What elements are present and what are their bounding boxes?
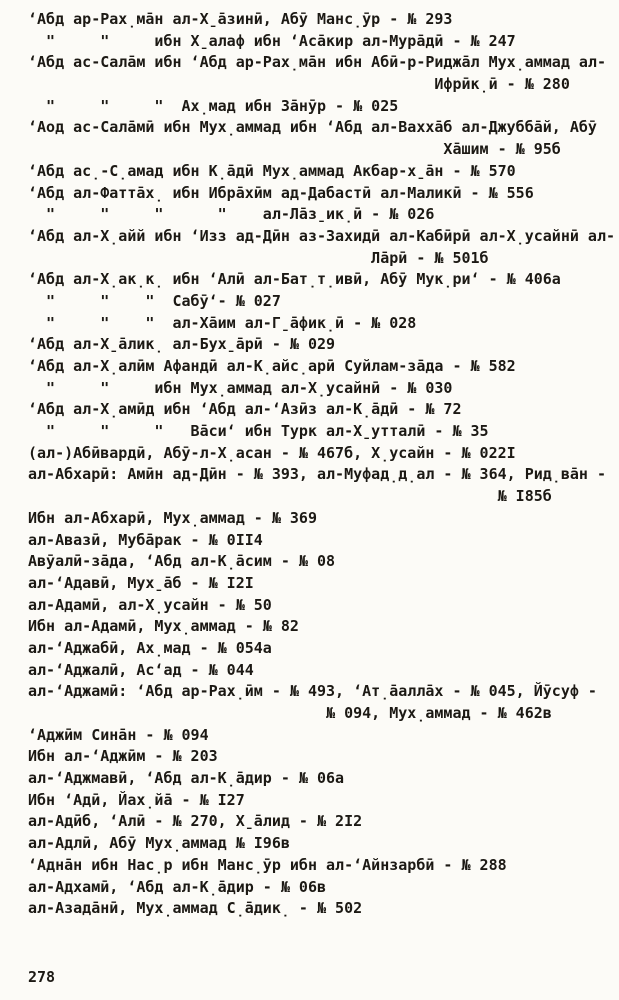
index-line: ‘Аджӣм Сина̄н - № 094 [28,725,209,744]
index-line: ал-Адхамӣ, ‘Абд ал-К̣а̄дир - № 06в [28,877,327,896]
index-line: ал-‘Аджмавӣ, ‘Абд ал-К̣а̄дир - № 06а [28,769,345,788]
index-line: ал-Адлӣ, Абӯ Мух̣аммад № I96в [28,834,290,853]
index-line: ал-‘Аджамӣ: ‘Абд ар-Рах̣ӣм - № 493, ‘Ат̣а̄алла̄х - № 045, Йӯсуф - [28,682,597,701]
index-line: ‘Абд ас-Сала̄м ибн ‘Абд ар-Рах̣ма̄н ибн Абӣ-р-Риджа̄л Мух̣аммад ал- [28,53,606,72]
index-line: " " " " ал-Ла̄з̱ик̣ӣ - № 026 [28,205,435,224]
page-number: 278 [28,968,56,986]
index-line: " " " Сабӯ‘- № 027 [28,291,281,310]
index-line: ал-‘Аджабӣ, Ах̣мад - № 054а [28,638,272,657]
index-line: " " " ал-Ха̄им ал-Г̱а̄фик̣ӣ - № 028 [28,313,417,332]
index-line: ‘Абд ал-Х̣ак̣к̣ ибн ‘Алӣ ал-Бат̣т̣ивӣ, Абӯ Мук̣ри‘ - № 406а [28,270,561,289]
index-line: " " " Ах̣мад ибн За̄нӯр - № 025 [28,96,399,115]
index-line: ал-‘Аджалӣ, Ас‘ад - № 044 [28,660,254,679]
index-line: " " ибн Мух̣аммад ал-Х̣усайнӣ - № 030 [28,378,453,397]
index-line: ал-Авазӣ, Муба̄рак - № 0II4 [28,530,263,549]
index-line: ал-‘Адавӣ, Мух̱а̄б - № I2I [28,573,254,592]
index-line: ‘Абд ал-Х̣айй ибн ‘Изз ад-Дӣн аз-Захидӣ ал-Кабӣрӣ ал-Х̣усайнӣ ал- [28,226,615,245]
index-line: Ибн ал-Абхарӣ, Мух̣аммад - № 369 [28,508,317,527]
index-line: ‘Абд ал-Х̣алӣм Афандӣ ал-К̣айс̣арӣ Суйлам-за̄да - № 582 [28,357,516,375]
index-line: ‘Абд ал-Фатта̄х̣ ибн Ибра̄хӣм ад-Дабастӣ ал-Маликӣ - № 556 [28,183,534,202]
index-line: ал-Адӣб, ‘Алӣ - № 270, Х̱а̄лид - № 2I2 [28,812,363,831]
index-line: ‘Аод ас-Сала̄мӣ ибн Мух̣аммад ибн ‘Абд ал-Вахха̄б ал-Джубба̄й, Абӯ [28,118,597,137]
index-line: Ибн ал-Адамӣ, Мух̣аммад - № 82 [28,617,299,636]
index-line: Ифрӣк̣ӣ - № 280 [28,75,570,94]
index-line: Ха̄шим - № 95б [28,140,561,159]
index-line: Ибн ‘Адӣ, Йах̣йа̄ - № I27 [28,790,245,809]
index-line: № 094, Мух̣аммад - № 462в [28,704,552,722]
index-line: ал-Адамӣ, ал-Х̣усайн - № 50 [28,595,272,614]
index-line: ‘Абд ас̣-С̣амад ибн К̣а̄дӣ Мух̣аммад Акбар-х̱а̄н - № 570 [28,161,516,180]
index-line: " " ибн Х̱алаф ибн ‘Аса̄кир ал-Мура̄дӣ - № 247 [28,31,516,50]
index-line: ‘Абд ал-Х̱а̄лик̣ ал-Бух̱а̄рӣ - № 029 [28,335,336,354]
index-line: " " " Ва̄си‘ ибн Турк ал-Х̱утталӣ - № 35 [28,422,489,441]
index-line: (ал-)Абӣвардӣ, Абӯ-л-Х̣асан - № 467б, Х̣усайн - № 022I [28,443,516,462]
index-line: ал-Азада̄нӣ, Мух̣аммад С̣а̄дик̣ - № 502 [28,899,363,918]
index-line: № I85б [28,487,552,506]
index-line: Авӯалӣ-за̄да, ‘Абд ал-К̣а̄сим - № 08 [28,552,336,571]
index-line: ‘Абд ар-Рах̣ма̄н ал-Х̱а̄зинӣ, Абӯ Манс̣ӯр - № 293 [28,10,453,28]
index-line: ‘Абд ал-Х̣амӣд ибн ‘Абд ал-‘Азӣз ал-К̣а̄дӣ - № 72 [28,400,462,419]
index-line: Ла̄рӣ - № 501б [28,248,489,267]
index-lines [28,9,619,920]
index-line: Ибн ал-‘Аджӣм - № 203 [28,747,218,766]
index-line: ал-Абхарӣ: Амӣн ад-Дӣн - № 393, ал-Муфад̣д̣ал - № 364, Рид̣ва̄н - [28,465,606,484]
index-line: ‘Адна̄н ибн Нас̣р ибн Манс̣ӯр ибн ал-‘Айнзарбӣ - № 288 [28,855,507,874]
